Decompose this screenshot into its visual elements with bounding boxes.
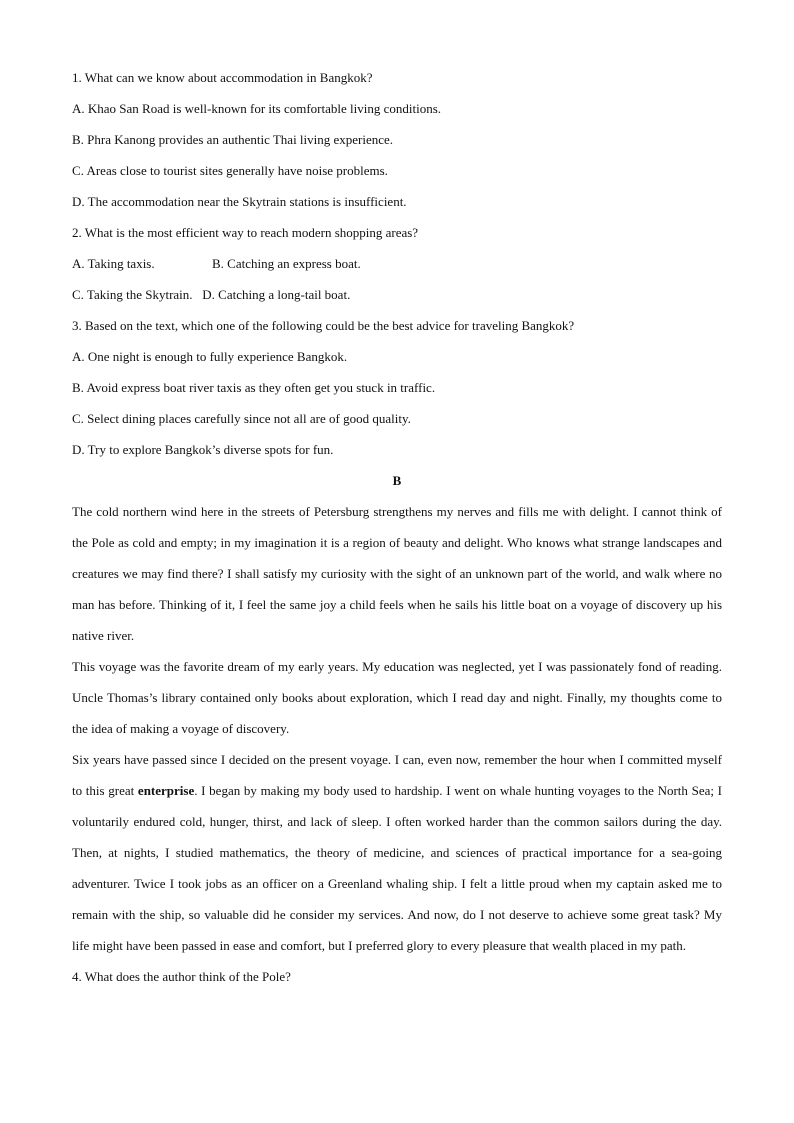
question-1-stem: 1. What can we know about accommodation in Bangkok? [72, 70, 373, 85]
section-b-paragraph-1: The cold northern wind here in the streets of Petersburg strengthens my nerves and fills me with delight. I cannot think of the Pole as cold and empty; in my imagination it is a region of beauty and delight. Who knows what strange landscapes and creatures we may find there? I shall satisfy my curiosity with the sight of an unknown part of the world, and walk where no man has before. Thinking of it, I feel the same joy a child feels when he sails his little boat on a voyage of discovery up his native river. [72, 504, 722, 643]
question-3-option-b: B. Avoid express boat river taxis as they often get you stuck in traffic. [72, 380, 436, 395]
section-b-paragraph-2: This voyage was the favorite dream of my early years. My education was neglected, yet I was passionately fond of reading. Uncle Thomas’s library contained only books about exploration, which I read day and night. Finally, my thoughts come to the idea of making a voyage of discovery. [72, 659, 722, 736]
question-4-stem: 4. What does the author think of the Pole? [72, 969, 291, 984]
question-3-option-a: A. One night is enough to fully experience Bangkok. [72, 349, 348, 364]
paragraph-3-text-after: . I began by making my body used to hardship. I went on whale hunting voyages to the North Sea; I voluntarily endured cold, hunger, thirst, and lack of sleep. I often worked harder than the common sailors during the day. Then, at nights, I studied mathematics, the theory of medicine, and sciences of practical importance for a sea-going adventurer. Twice I took jobs as an officer on a Greenland whaling ship. I felt a little proud when my captain asked me to remain with the ship, so valuable did he consider my services. And now, do I not deserve to achieve some great task? My life might have been passed in ease and comfort, but I preferred glory to every pleasure that wealth placed in my path. [72, 783, 722, 953]
question-1-option-a: A. Khao San Road is well-known for its comfortable living conditions. [72, 101, 442, 116]
question-2-options-cd [72, 279, 722, 310]
question-2-stem: 2. What is the most efficient way to reach modern shopping areas? [72, 225, 419, 240]
question-3-stem: 3. Based on the text, which one of the following could be the best advice for traveling Bangkok? [72, 318, 575, 333]
question-2-options-ab [72, 248, 722, 279]
document-page [72, 62, 722, 992]
section-b-heading: B [392, 473, 402, 488]
question-1-option-c: C. Areas close to tourist sites generally have noise problems. [72, 163, 388, 178]
question-2-option-b: B. Catching an express boat. [212, 256, 361, 271]
question-2-option-a: A. Taking taxis. [72, 256, 155, 271]
section-b-paragraph-3 [72, 744, 722, 961]
question-2-option-d: D. Catching a long-tail boat. [202, 287, 351, 302]
question-3-option-d: D. Try to explore Bangkok’s diverse spots for fun. [72, 442, 334, 457]
question-3-option-c: C. Select dining places carefully since not all are of good quality. [72, 411, 411, 426]
keyword-enterprise: enterprise [137, 783, 195, 798]
paragraph-3-text-before: Six years have passed since I decided on the present voyage. I can, even now, remember the hour when I committed myself to this great [72, 752, 722, 798]
question-1-option-b: B. Phra Kanong provides an authentic Thai living experience. [72, 132, 394, 147]
question-2-option-c: C. Taking the Skytrain. [72, 287, 193, 302]
question-1-option-d: D. The accommodation near the Skytrain stations is insufficient. [72, 194, 407, 209]
